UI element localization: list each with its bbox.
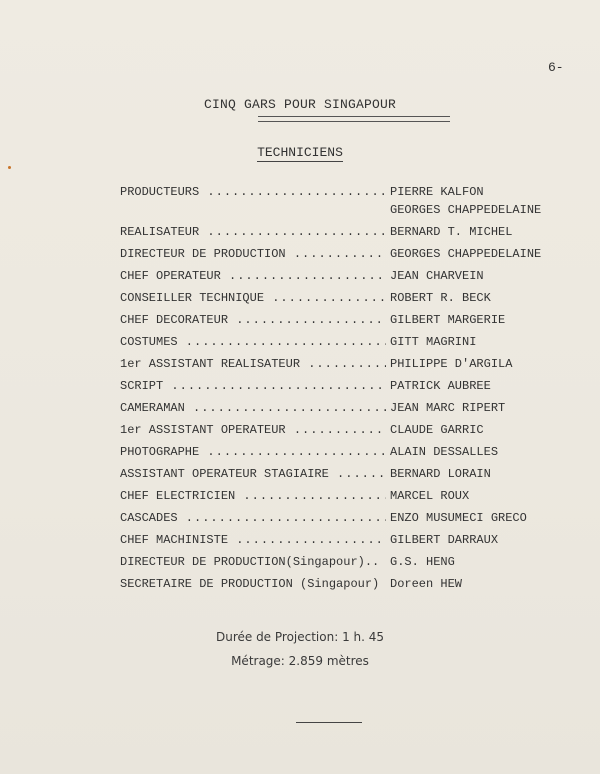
credit-row <box>0 419 600 441</box>
credit-row <box>0 287 600 309</box>
credit-row <box>0 485 600 507</box>
credit-row <box>0 507 600 529</box>
credit-name: GITT MAGRINI <box>390 335 477 349</box>
page-number: 6- <box>548 60 564 75</box>
credit-role: CAMERAMAN ..... <box>120 397 386 419</box>
credit-role: PRODUCTEURS ..... <box>120 181 386 203</box>
credit-name: PHILIPPE D'ARGILA <box>390 357 513 371</box>
credit-name-secondary: GEORGES CHAPPEDELAINE <box>390 203 542 217</box>
credit-row <box>0 397 600 419</box>
credit-name: G.S. HENG <box>390 555 455 569</box>
credit-role: DIRECTEUR DE PRODUCTION(Singapour).. <box>120 555 380 569</box>
credit-role: CHEF OPERATEUR ..... <box>120 265 386 287</box>
credit-row <box>0 573 600 595</box>
credit-name: ENZO MUSUMECI GRECO <box>390 511 527 525</box>
credit-role: CHEF ELECTRICIEN ..... <box>120 485 386 507</box>
credit-row <box>0 181 600 221</box>
credit-name: ROBERT R. BECK <box>390 291 491 305</box>
credit-name: GEORGES CHAPPEDELAINE <box>390 247 542 261</box>
credit-name: ALAIN DESSALLES <box>390 445 499 459</box>
title-double-underline <box>258 116 450 122</box>
credit-role: CASCADES ..... <box>120 507 386 529</box>
credit-role: PHOTOGRAPHE ..... <box>120 441 386 463</box>
credit-name: GILBERT MARGERIE <box>390 313 506 327</box>
end-rule <box>296 722 362 723</box>
credit-name: JEAN MARC RIPERT <box>390 401 506 415</box>
credit-name: BERNARD LORAIN <box>390 467 491 481</box>
credit-role: REALISATEUR ..... <box>120 221 386 243</box>
credit-row <box>0 529 600 551</box>
credit-name: PATRICK AUBREE <box>390 379 491 393</box>
film-title: CINQ GARS POUR SINGAPOUR <box>203 97 397 112</box>
credit-name: PIERRE KALFON <box>390 185 484 199</box>
projection-duration: Durée de Projection: 1 h. 45 <box>215 630 385 644</box>
credit-role: CONSEILLER TECHNIQUE ..... <box>120 287 386 309</box>
credit-row <box>0 221 600 243</box>
credit-row <box>0 331 600 353</box>
credit-role: CHEF DECORATEUR ..... <box>120 309 386 331</box>
credit-role: SCRIPT ..... <box>120 375 386 397</box>
credit-name: Doreen HEW <box>390 577 463 591</box>
credit-role: 1er ASSISTANT REALISATEUR ..... <box>120 353 386 375</box>
credit-row <box>0 353 600 375</box>
credit-row <box>0 309 600 331</box>
credit-row <box>0 375 600 397</box>
film-length: Métrage: 2.859 mètres <box>231 654 369 668</box>
credit-name: MARCEL ROUX <box>390 489 470 503</box>
credit-row <box>0 551 600 573</box>
credit-role: COSTUMES ..... <box>120 331 386 353</box>
credit-row <box>0 463 600 485</box>
credit-row <box>0 441 600 463</box>
credit-name: JEAN CHARVEIN <box>390 269 484 283</box>
credit-role: SECRETAIRE DE PRODUCTION (Singapour) <box>120 577 380 591</box>
section-heading <box>0 145 600 160</box>
credit-role: CHEF MACHINISTE ..... <box>120 529 386 551</box>
credits-list <box>0 181 600 595</box>
credit-name: CLAUDE GARRIC <box>390 423 484 437</box>
credit-role: ASSISTANT OPERATEUR STAGIAIRE ..... <box>120 463 386 485</box>
credit-row <box>0 265 600 287</box>
credit-role: 1er ASSISTANT OPERATEUR ..... <box>120 419 386 441</box>
credit-name: GILBERT DARRAUX <box>390 533 499 547</box>
credit-role: DIRECTEUR DE PRODUCTION ..... <box>120 243 386 265</box>
section-heading-text: TECHNICIENS <box>257 145 343 160</box>
credit-row <box>0 243 600 265</box>
paper-speck <box>8 166 11 169</box>
credit-name: BERNARD T. MICHEL <box>390 225 513 239</box>
